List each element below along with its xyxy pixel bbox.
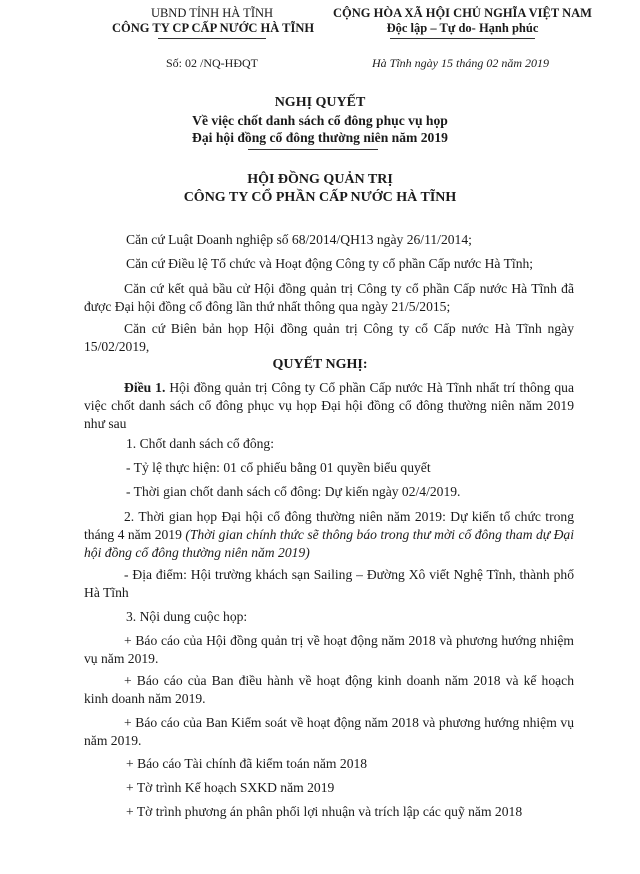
item-3-financial-statements: + Báo cáo Tài chính đã kiểm toán năm 2018 <box>126 756 368 771</box>
motto-underline <box>390 38 535 39</box>
basis-minutes: Căn cứ Biên bản họp Hội đồng quản trị Công ty cổ Cấp nước Hà Tĩnh ngày 15/02/2019, <box>84 321 574 354</box>
item-3-management-report: + Báo cáo của Ban điều hành về hoạt động kinh doanh năm 2018 và kế hoạch kinh doanh năm 2019. <box>84 673 574 706</box>
item-2-text: 2. Thời gian họp Đại hội cổ đông thường niên năm 2019: Dự kiến tổ chức trong tháng 4 năm 2019 <box>84 509 574 542</box>
article-1 <box>84 379 574 433</box>
article-1-label: Điều 1. <box>124 380 166 395</box>
item-1: 1. Chốt danh sách cổ đông: <box>126 436 274 451</box>
basis-law: Căn cứ Luật Doanh nghiệp số 68/2014/QH13 ngày 26/11/2014; <box>126 232 472 247</box>
item-3-board-report: + Báo cáo của Hội đồng quản trị về hoạt động năm 2018 và phương hướng nhiệm vụ năm 2019. <box>84 633 574 666</box>
org-underline <box>158 38 266 39</box>
item-2 <box>84 508 574 562</box>
item-3-supervisory-report: + Báo cáo của Ban Kiểm soát về hoạt động năm 2018 và phương hướng nhiệm vụ năm 2019. <box>84 715 574 748</box>
item-3: 3. Nội dung cuộc họp: <box>126 609 248 624</box>
article-1-text: Hội đồng quản trị Công ty Cổ phần Cấp nước Hà Tĩnh nhất trí thông qua việc chốt danh sách cổ đông phục vụ họp Đại hội đồng cổ đông thường niên năm 2019 như sau <box>84 380 574 431</box>
item-3-business-plan: + Tờ trình Kế hoạch SXKD năm 2019 <box>126 780 335 795</box>
document-number: Số: 02 /NQ-HĐQT <box>166 56 258 70</box>
document-date: Hà Tĩnh ngày 15 tháng 02 năm 2019 <box>372 56 549 70</box>
decision-heading: QUYẾT NGHỊ: <box>272 357 368 372</box>
nation-line1: CỘNG HÒA XÃ HỘI CHỦ NGHĨA VIỆT NAM <box>333 6 592 20</box>
basis-election: Căn cứ kết quả bầu cử Hội đồng quản trị Công ty cổ phần Cấp nước Hà Tĩnh đã được Đại hội đồng cổ đông lần thứ nhất thông qua ngày 21/5/2015; <box>84 281 574 314</box>
basis-charter: Căn cứ Điều lệ Tổ chức và Hoạt động Công ty cổ phần Cấp nước Hà Tĩnh; <box>126 256 534 271</box>
title-sub2: Đại hội đồng cổ đông thường niên năm 2019 <box>192 130 448 145</box>
item-1-record-date: - Thời gian chốt danh sách cổ đông: Dự kiến ngày 02/4/2019. <box>126 484 461 499</box>
issuer-line1: HỘI ĐỒNG QUẢN TRỊ <box>247 172 393 187</box>
org-line2: CÔNG TY CP CẤP NƯỚC HÀ TĨNH <box>112 21 315 35</box>
title-sub1: Về việc chốt danh sách cổ đông phục vụ họp <box>192 113 448 128</box>
org-line1: UBND TỈNH HÀ TĨNH <box>150 6 274 20</box>
item-2-note: (Thời gian chính thức sẽ thông báo trong thư mời cổ đông tham dự Đại hội đồng cổ đông thường niên năm 2019) <box>84 527 574 560</box>
document-title: NGHỊ QUYẾT <box>274 95 366 110</box>
item-2-venue: - Địa điểm: Hội trường khách sạn Sailing – Đường Xô viết Nghệ Tĩnh, thành phố Hà Tĩnh <box>84 567 574 600</box>
title-underline <box>248 149 378 150</box>
item-3-profit-distribution: + Tờ trình phương án phân phối lợi nhuận và trích lập các quỹ năm 2018 <box>126 804 523 819</box>
issuer-line2: CÔNG TY CỔ PHẦN CẤP NƯỚC HÀ TĨNH <box>183 190 457 205</box>
nation-line2: Độc lập – Tự do- Hạnh phúc <box>386 21 539 35</box>
item-1-ratio: - Tỷ lệ thực hiện: 01 cổ phiếu bằng 01 quyền biểu quyết <box>126 460 431 475</box>
